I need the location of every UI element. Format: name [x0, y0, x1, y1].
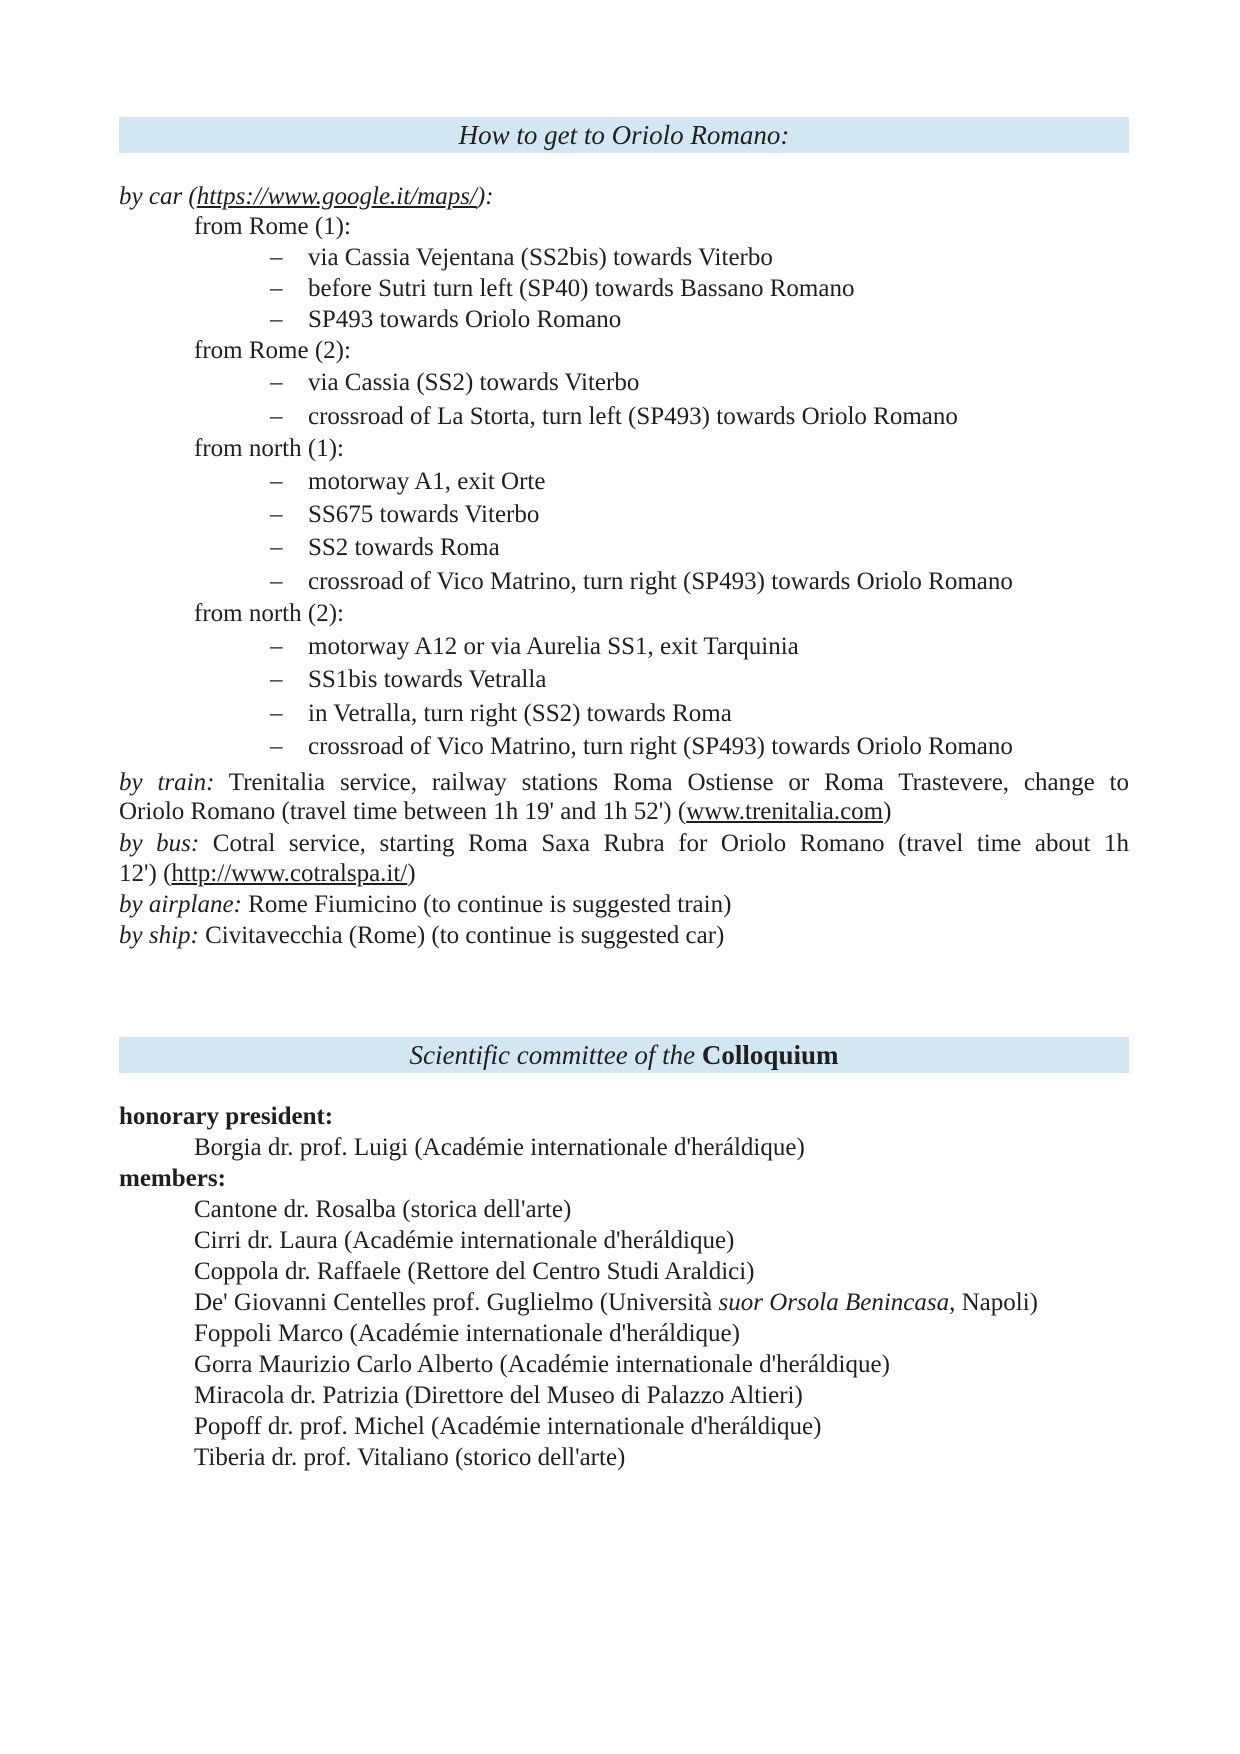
member-item: Cantone dr. Rosalba (storica dell'arte)	[194, 1196, 572, 1223]
member-item: Popoff dr. prof. Michel (Académie internationale d'heráldique)	[194, 1413, 822, 1440]
route-step: SP493 towards Oriolo Romano	[308, 306, 622, 333]
dash: –	[270, 468, 283, 495]
dash: –	[270, 275, 283, 302]
route-step: before Sutri turn left (SP40) towards Bassano Romano	[308, 275, 855, 302]
route-step: crossroad of La Storta, turn left (SP493) towards Oriolo Romano	[308, 403, 958, 430]
route-step: crossroad of Vico Matrino, turn right (SP493) towards Oriolo Romano	[308, 733, 1013, 760]
route-step: via Cassia Vejentana (SS2bis) towards Viterbo	[308, 244, 773, 271]
member-item-degiovanni: De' Giovanni Centelles prof. Guglielmo (Università suor Orsola Benincasa, Napoli)	[194, 1289, 1038, 1316]
dash: –	[270, 501, 283, 528]
by-bus-line-1: by bus: Cotral service, starting Roma Saxa Rubra for Oriolo Romano (travel time about 1h	[119, 830, 1129, 857]
google-maps-link[interactable]: https://www.google.it/maps/	[196, 183, 477, 210]
dash: –	[270, 666, 283, 693]
by-airplane-line: by airplane: Rome Fiumicino (to continue is suggested train)	[119, 891, 732, 918]
by-bus-line-2: 12') (http://www.cotralspa.it/)	[119, 860, 416, 887]
route-heading: from north (2):	[194, 600, 344, 627]
by-train-label: by train:	[119, 769, 215, 796]
section-header-committee	[119, 1037, 1129, 1073]
section-title: How to get to Oriolo Romano:	[458, 120, 790, 150]
trenitalia-link[interactable]: www.trenitalia.com	[686, 798, 884, 825]
route-step: motorway A1, exit Orte	[308, 468, 546, 495]
route-step: via Cassia (SS2) towards Viterbo	[308, 369, 640, 396]
by-ship-label: by ship:	[119, 922, 199, 949]
member-item: Miracola dr. Patrizia (Direttore del Museo di Palazzo Altieri)	[194, 1382, 803, 1409]
by-airplane-label: by airplane:	[119, 891, 242, 918]
dash: –	[270, 306, 283, 333]
dash: –	[270, 700, 283, 727]
dash: –	[270, 369, 283, 396]
route-step: SS1bis towards Vetralla	[308, 666, 547, 693]
dash: –	[270, 733, 283, 760]
by-car-label: by car (	[119, 183, 197, 210]
route-step: SS2 towards Roma	[308, 534, 500, 561]
by-train-line-2: Oriolo Romano (travel time between 1h 19' and 1h 52') (www.trenitalia.com)	[119, 798, 892, 825]
route-heading: from Rome (2):	[194, 337, 351, 364]
member-item: Tiberia dr. prof. Vitaliano (storico dell'arte)	[194, 1444, 626, 1471]
route-heading: from north (1):	[194, 435, 344, 462]
honorary-president: Borgia dr. prof. Luigi (Académie internationale d'heráldique)	[194, 1134, 805, 1161]
by-bus-label: by bus:	[119, 830, 200, 857]
route-step: in Vetralla, turn right (SS2) towards Roma	[308, 700, 732, 727]
section-title-bold: Colloquium	[701, 1040, 839, 1070]
dash: –	[270, 568, 283, 595]
cotral-link[interactable]: http://www.cotralspa.it/	[171, 860, 408, 887]
dash: –	[270, 244, 283, 271]
member-item: Gorra Maurizio Carlo Alberto (Académie internationale d'heráldique)	[194, 1351, 890, 1378]
route-step: SS675 towards Viterbo	[308, 501, 540, 528]
dash: –	[270, 534, 283, 561]
by-car-line: by car (https://www.google.it/maps/):	[119, 183, 494, 210]
member-item: Coppola dr. Raffaele (Rettore del Centro Studi Araldici)	[194, 1258, 755, 1285]
honorary-president-label: honorary president:	[119, 1103, 334, 1130]
route-heading: from Rome (1):	[194, 213, 351, 240]
section-title-italic: Scientific committee of the	[409, 1040, 702, 1070]
route-step: crossroad of Vico Matrino, turn right (SP493) towards Oriolo Romano	[308, 568, 1013, 595]
route-step: motorway A12 or via Aurelia SS1, exit Tarquinia	[308, 633, 799, 660]
dash: –	[270, 403, 283, 430]
by-ship-line: by ship: Civitavecchia (Rome) (to continue is suggested car)	[119, 922, 725, 949]
members-label: members:	[119, 1165, 226, 1192]
member-item: Foppoli Marco (Académie internationale d'heráldique)	[194, 1320, 740, 1347]
dash: –	[270, 633, 283, 660]
section-header-how-to-get	[119, 117, 1129, 153]
member-item: Cirri dr. Laura (Académie internationale d'heráldique)	[194, 1227, 735, 1254]
by-train-line-1: by train: Trenitalia service, railway stations Roma Ostiense or Roma Trastevere, change to	[119, 769, 1129, 796]
